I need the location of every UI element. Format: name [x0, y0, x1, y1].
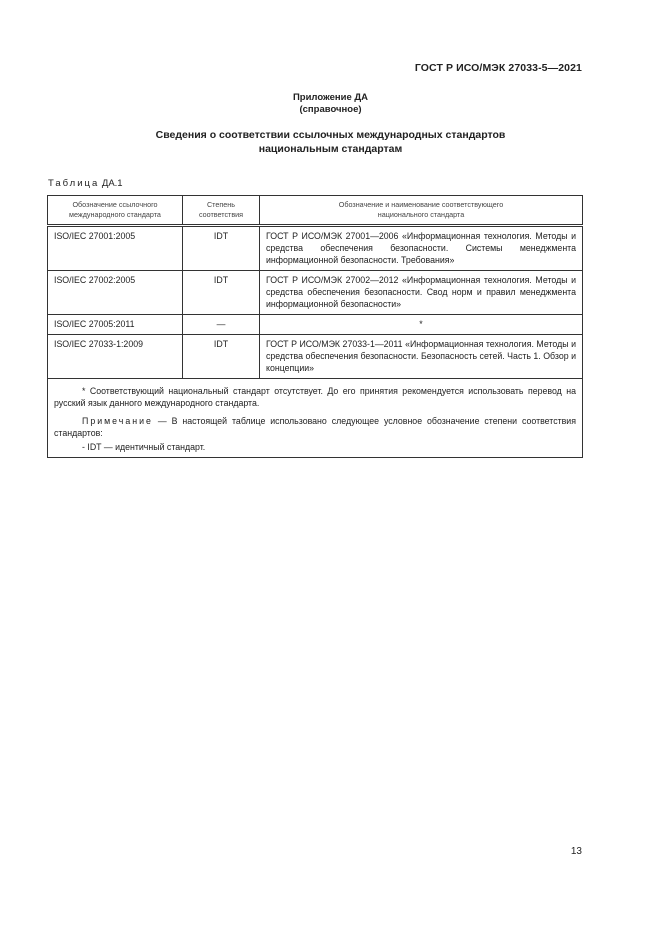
table-header-row — [48, 196, 583, 226]
cell-text: ГОСТ Р ИСО/МЭК 27001—2006 «Информационная технология. Методы и средства обеспечения безопасности. Системы менеджмента информационной безопасности. Требования» — [266, 231, 576, 265]
cell-degree — [183, 226, 260, 271]
appendix-title — [0, 92, 661, 116]
table-footnote: * Соответствующий национальный стандарт отсутствует. До его принятия рекомендуется использовать перевод на русский язык данного международного стандарта. — [54, 386, 576, 408]
table-row — [48, 315, 583, 335]
cell-degree — [183, 335, 260, 379]
note-label: Примечание — [82, 416, 153, 426]
cell-degree — [183, 315, 260, 335]
cell-text: — — [216, 319, 226, 329]
column-header-line: Обозначение ссылочного — [72, 200, 158, 209]
column-header-line: соответствия — [198, 210, 244, 219]
cell-text: ISO/IEC 27005:2011 — [54, 319, 135, 329]
cell-text: IDT — [213, 275, 229, 285]
section-heading — [0, 128, 661, 156]
column-header-line: Обозначение и наименование соответствующего — [338, 200, 504, 209]
note-text: — В настоящей таблице использовано следующее условное обозначение степени соответствия стандартов: — [54, 416, 576, 438]
table-row — [48, 226, 583, 271]
column-header-line: Степень — [206, 200, 235, 209]
cell-text: ГОСТ Р ИСО/МЭК 27033-1—2011 «Информационная технология. Методы и средства обеспечения безопасности. Безопасность сетей. Часть 1. Обзор и концепции» — [266, 339, 576, 373]
column-header-line: международного стандарта — [69, 210, 161, 219]
cell-international — [48, 335, 183, 379]
appendix-subtitle: (справочное) — [299, 104, 362, 115]
cell-international — [48, 271, 183, 315]
cell-national — [260, 335, 583, 379]
table-caption-number: ДА.1 — [101, 178, 123, 189]
cell-national — [260, 271, 583, 315]
note-list-item: - IDT — идентичный стандарт. — [82, 442, 206, 452]
cell-text: * — [419, 319, 423, 329]
correspondence-table — [47, 195, 583, 458]
table-row — [48, 335, 583, 379]
table-caption-word: Таблица — [48, 178, 100, 189]
cell-international — [48, 226, 183, 271]
cell-text: IDT — [213, 339, 229, 349]
table-notes-row — [48, 379, 583, 458]
cell-degree — [183, 271, 260, 315]
table-row — [48, 271, 583, 315]
table-note — [54, 415, 576, 439]
appendix-label: Приложение ДА — [292, 92, 369, 103]
table-caption — [48, 178, 123, 189]
cell-international — [48, 315, 183, 335]
cell-text: ГОСТ Р ИСО/МЭК 27002—2012 «Информационная технология. Методы и средства обеспечения безопасности. Свод норм и правил менеджмента информационной безопасности» — [266, 275, 576, 309]
cell-text: ISO/IEC 27001:2005 — [54, 231, 136, 241]
column-header-national — [260, 196, 583, 226]
cell-text: ISO/IEC 27002:2005 — [54, 275, 136, 285]
cell-text: IDT — [213, 231, 229, 241]
page-number: 13 — [570, 846, 582, 857]
cell-national — [260, 315, 583, 335]
section-heading-line-2: национальным стандартам — [258, 143, 403, 155]
section-heading-line-1: Сведения о соответствии ссылочных международных стандартов — [155, 129, 506, 141]
cell-national — [260, 226, 583, 271]
document-code-header: ГОСТ Р ИСО/МЭК 27033-5—2021 — [414, 62, 582, 74]
column-header-degree — [183, 196, 260, 226]
column-header-line: национального стандарта — [377, 210, 465, 219]
cell-text: ISO/IEC 27033-1:2009 — [54, 339, 144, 349]
column-header-international — [48, 196, 183, 226]
table-notes-cell — [48, 379, 583, 458]
